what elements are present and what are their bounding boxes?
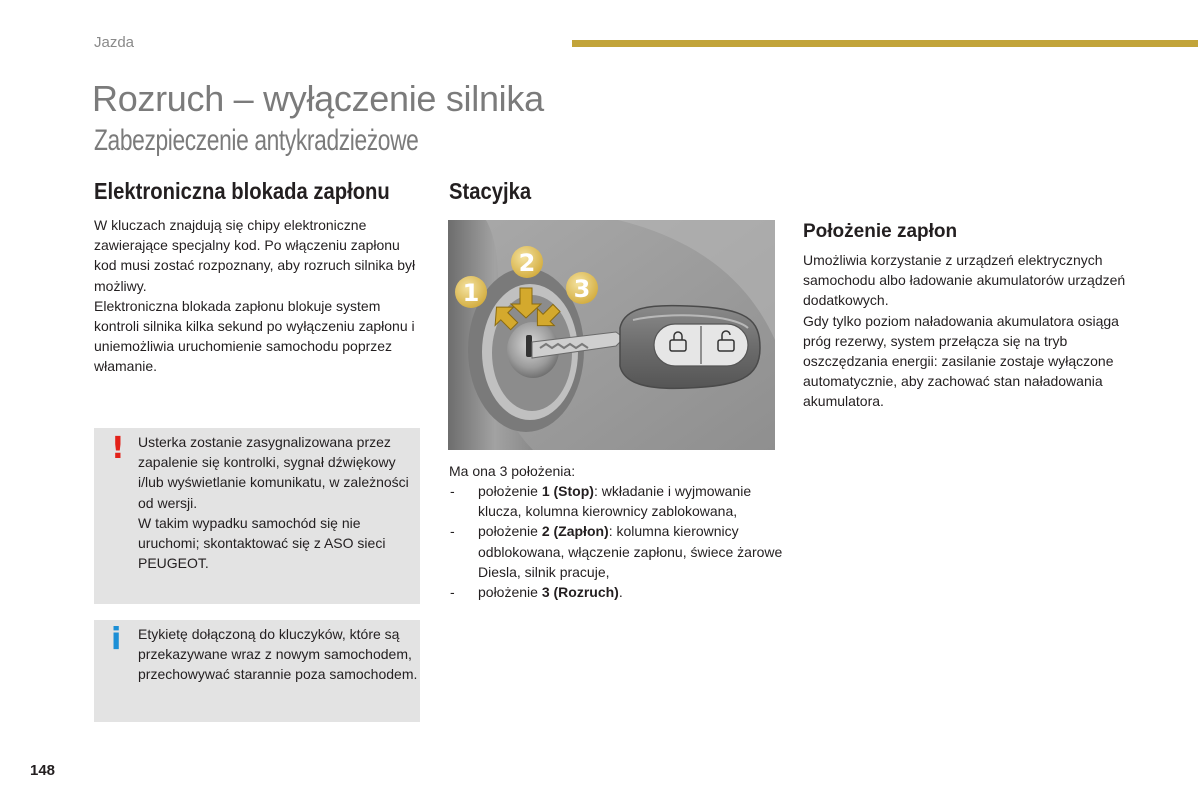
position-item-ignition-text: : kolumna kierownicy odblokowana, włączenie zapłonu, świece żarowe Diesla, silnik pracuje, [478,523,783,580]
ignition-position-paragraph-1: Umożliwia korzystanie z urządzeń elektrycznych samochodu albo ładowanie akumulatorów urządzeń dodatkowych. [803,252,1126,309]
ignition-switch-heading: Stacyjka [449,178,532,204]
immobiliser-heading: Elektroniczna blokada zapłonu [94,178,390,204]
warning-paragraph-2: W takim wypadku samochód się nie uruchomi; skontaktować się z ASO sieci PEUGEOT. [138,514,386,572]
position-item-start-label: 3 (Rozruch) [541,584,619,601]
position-item-stop-prefix: położenie [478,483,542,499]
ignition-position-heading: Położenie zapłon [803,221,958,242]
immobiliser-paragraph-2: Elektroniczna blokada zapłonu blokuje system kontroli silnika kilka sekund po wyłączeniu zapłonu i uniemożliwia uruchomienie samochodu poprzez włamanie. [94,297,415,375]
callout-3-label: 3 [573,275,591,303]
ignition-position-text [803,250,1133,412]
position-item-ignition-label: 2 (Zapłon) [541,523,609,540]
immobiliser-paragraph-1: W kluczach znajdują się chipy elektroniczne zawierające specjalny kod. Po włączeniu zapłonu kod musi zostać rozpoznany, aby rozruch silnika był możliwy. [94,217,416,294]
ignition-position-paragraph-2: Gdy tylko poziom naładowania akumulatora osiąga próg rezerwy, system przełącza się na tryb oszczędzania energii: zasilanie zostaje wyłączone automatycznie, aby zachować stan naładowania akumulatora. [803,312,1119,410]
page-number: 148 [30,762,56,779]
info-note [94,620,420,722]
warning-paragraph-1: Usterka zostanie zasygnalizowana przez zapalenie się kontrolki, sygnał dźwiękowy i/lub wyświetlanie komunikatu, w zależności od wersji. [138,434,409,511]
position-item-start-text: . [618,584,623,601]
positions-intro: Ma ona 3 położenia: [449,463,576,479]
ignition-switch-illustration [448,220,775,450]
header-accent-rule [572,40,1198,47]
info-paragraph: Etykietę dołączoną do kluczyków, które są przekazywane wraz z nowym samochodem, przechowywać starannie poza samochodem. [138,626,418,683]
position-item-ignition [449,521,784,582]
immobiliser-text [94,215,420,377]
position-item-stop [449,481,784,521]
warning-exclamation-icon: ! [111,431,125,466]
position-item-ignition-prefix: położenie [478,523,542,540]
position-item-stop-label: 1 (Stop) [541,483,594,499]
section-label: Jazda [94,34,135,51]
position-item-stop-text: : wkładanie i wyjmowanie klucza, kolumna kierownicy zablokowana, [478,483,752,520]
callout-1-label: 1 [462,279,480,307]
position-item-start [449,582,784,602]
positions-list [449,481,784,602]
warning-note [94,428,420,604]
info-note-text [138,624,418,685]
page-title: Rozruch – wyłączenie silnika [92,78,544,119]
warning-note-text [138,432,418,573]
info-icon: i [111,622,122,657]
page-subtitle: Zabezpieczenie antykradzieżowe [94,124,419,157]
position-item-start-prefix: położenie [478,584,542,601]
callout-2-label: 2 [518,249,536,277]
ignition-key-slot [526,335,532,357]
